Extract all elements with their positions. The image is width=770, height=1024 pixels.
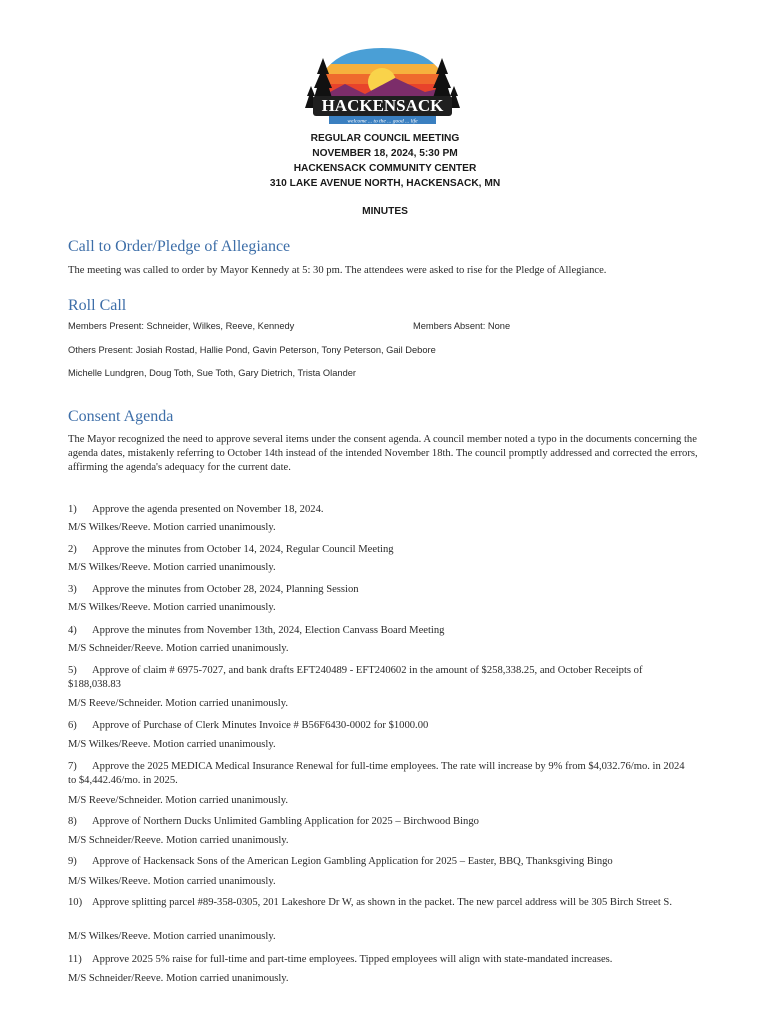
motion-result: M/S Schneider/Reeve. Motion carried unanimously. bbox=[68, 835, 289, 846]
agenda-item bbox=[68, 719, 690, 733]
agenda-item bbox=[68, 896, 690, 910]
others-present-continued: Michelle Lundgren, Doug Toth, Sue Toth, Gary Dietrich, Trista Olander bbox=[68, 368, 357, 378]
item-number: 1) bbox=[68, 504, 77, 515]
agenda-item bbox=[68, 543, 690, 557]
agenda-item bbox=[68, 503, 690, 517]
minutes-label: MINUTES bbox=[362, 206, 408, 217]
meeting-address: 310 LAKE AVENUE NORTH, HACKENSACK, MN bbox=[269, 178, 501, 189]
motion-result: M/S Wilkes/Reeve. Motion carried unanimously. bbox=[68, 931, 276, 942]
logo-text: HACKENSACK bbox=[321, 96, 444, 115]
motion-result: M/S Wilkes/Reeve. Motion carried unanimously. bbox=[68, 602, 276, 613]
item-number: 2) bbox=[68, 544, 77, 555]
agenda-item bbox=[68, 664, 690, 692]
item-number: 10) bbox=[68, 897, 83, 908]
meeting-type: REGULAR COUNCIL MEETING bbox=[310, 133, 460, 144]
item-number: 6) bbox=[68, 720, 77, 731]
consent-agenda-text: The Mayor recognized the need to approve several items under the consent agenda. A council member noted a typo in the documents concerning the agenda dates, mistakenly referring to October 14th instead of the intended November 18th. The council promptly addressed and corrected the errors, affirming the agenda's adequacy for the current date. bbox=[68, 434, 698, 473]
item-text: Approve the minutes from October 28, 2024, Planning Session bbox=[92, 584, 359, 595]
logo-tagline: welcome ... to the ... good ... life bbox=[347, 118, 418, 125]
roll-call-heading: Roll Call bbox=[68, 297, 127, 314]
meeting-venue: HACKENSACK COMMUNITY CENTER bbox=[293, 163, 477, 174]
item-text: Approve the minutes from October 14, 2024, Regular Council Meeting bbox=[92, 544, 394, 555]
item-text: Approve the agenda presented on November 18, 2024. bbox=[92, 504, 324, 515]
item-text: Approve 2025 5% raise for full-time and part-time employees. Tipped employees will align with state-mandated increases. bbox=[92, 954, 613, 965]
item-number: 8) bbox=[68, 816, 77, 827]
meeting-header bbox=[0, 131, 770, 191]
item-text: Approve the 2025 MEDICA Medical Insurance Renewal for full-time employees. The rate will increase by 9% from $4,032.76/mo. in 2024 to $4,442.46/mo. in 2025. bbox=[68, 761, 685, 786]
item-number: 9) bbox=[68, 856, 77, 867]
item-number: 11) bbox=[68, 954, 82, 965]
item-number: 3) bbox=[68, 584, 77, 595]
agenda-item bbox=[68, 855, 690, 869]
motion-result: M/S Schneider/Reeve. Motion carried unanimously. bbox=[68, 643, 289, 654]
agenda-item bbox=[68, 953, 690, 967]
agenda-item bbox=[68, 760, 690, 788]
item-number: 5) bbox=[68, 665, 77, 676]
motion-result: M/S Reeve/Schneider. Motion carried unanimously. bbox=[68, 698, 288, 709]
item-text: Approve of Northern Ducks Unlimited Gambling Application for 2025 – Birchwood Bingo bbox=[92, 816, 479, 827]
motion-result: M/S Wilkes/Reeve. Motion carried unanimously. bbox=[68, 522, 276, 533]
item-text: Approve of Hackensack Sons of the American Legion Gambling Application for 2025 – Easter, BBQ, Thanksgiving Bingo bbox=[92, 856, 613, 867]
item-text: Approve the minutes from November 13th, 2024, Election Canvass Board Meeting bbox=[92, 625, 445, 636]
hackensack-logo bbox=[305, 44, 460, 128]
motion-result: M/S Schneider/Reeve. Motion carried unanimously. bbox=[68, 973, 289, 984]
members-present: Members Present: Schneider, Wilkes, Reeve, Kennedy bbox=[68, 321, 295, 331]
item-number: 4) bbox=[68, 625, 77, 636]
item-text: Approve of claim # 6975-7027, and bank drafts EFT240489 - EFT240602 in the amount of $258,338.25, and October Receipts of $188,038.83 bbox=[68, 665, 643, 690]
agenda-item bbox=[68, 624, 690, 638]
item-text: Approve splitting parcel #89-358-0305, 201 Lakeshore Dr W, as shown in the packet. The new parcel address will be 305 Birch Street S. bbox=[92, 897, 672, 908]
members-absent: Members Absent: None bbox=[413, 321, 511, 331]
motion-result: M/S Wilkes/Reeve. Motion carried unanimously. bbox=[68, 876, 276, 887]
call-to-order-text: The meeting was called to order by Mayor Kennedy at 5: 30 pm. The attendees were asked to rise for the Pledge of Allegiance. bbox=[68, 265, 607, 276]
item-number: 7) bbox=[68, 761, 77, 772]
motion-result: M/S Wilkes/Reeve. Motion carried unanimously. bbox=[68, 739, 276, 750]
item-text: Approve of Purchase of Clerk Minutes Invoice # B56F6430-0002 for $1000.00 bbox=[92, 720, 429, 731]
agenda-item bbox=[68, 583, 690, 597]
consent-agenda-heading: Consent Agenda bbox=[68, 408, 174, 425]
meeting-date: NOVEMBER 18, 2024, 5:30 PM bbox=[312, 148, 458, 159]
motion-result: M/S Wilkes/Reeve. Motion carried unanimously. bbox=[68, 562, 276, 573]
others-present: Others Present: Josiah Rostad, Hallie Pond, Gavin Peterson, Tony Peterson, Gail Debore bbox=[68, 345, 436, 355]
call-to-order-heading: Call to Order/Pledge of Allegiance bbox=[68, 238, 291, 255]
motion-result: M/S Reeve/Schneider. Motion carried unanimously. bbox=[68, 795, 288, 806]
agenda-item bbox=[68, 815, 690, 829]
